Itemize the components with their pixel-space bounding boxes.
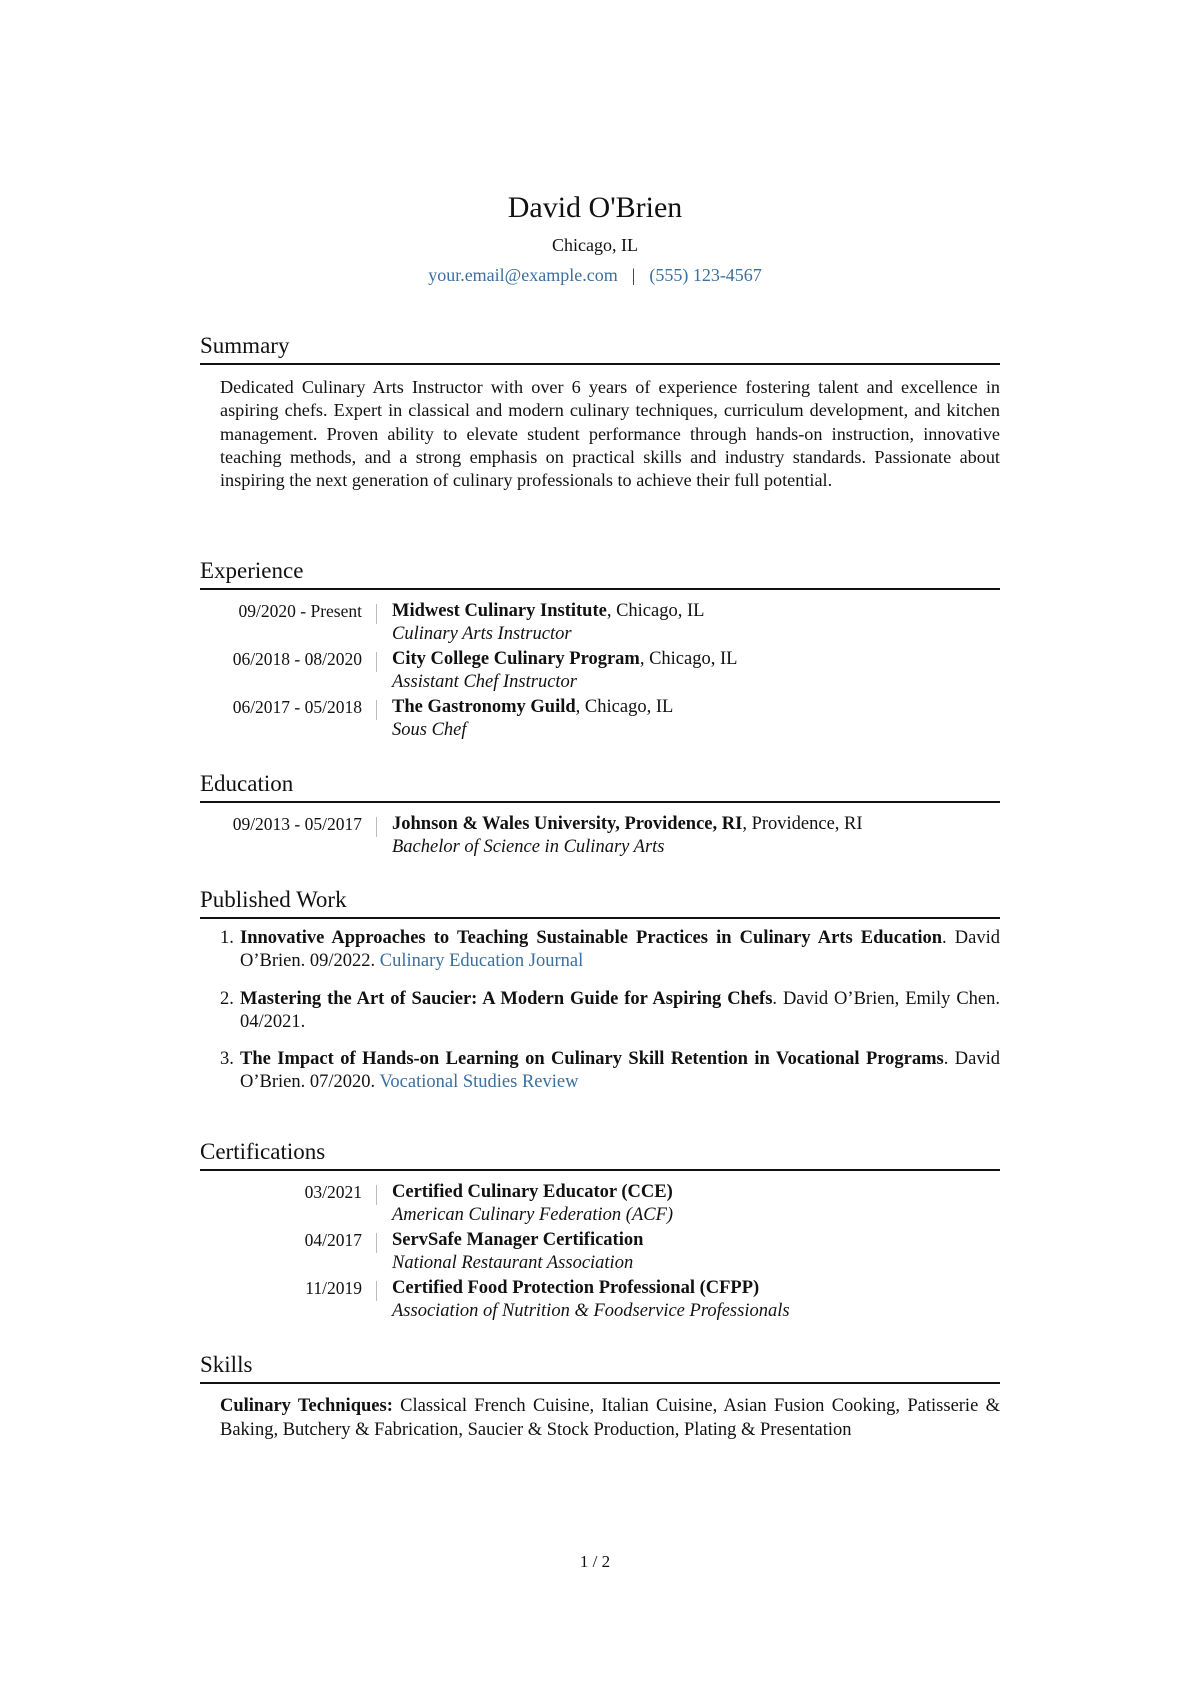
publication-venue-link[interactable]: Culinary Education Journal [379, 951, 584, 972]
publication-number: 2. [220, 988, 234, 1009]
contact-separator: | [631, 265, 636, 285]
candidate-name: David O'Brien [507, 191, 683, 224]
entry-date: 09/2013 - 05/2017 [232, 814, 362, 834]
entry-date: 04/2017 [304, 1230, 362, 1250]
publication-details: . David O’Brien. 09/2022. [240, 928, 1000, 972]
publication-number: 3. [220, 1049, 234, 1070]
entry-date: 06/2018 - 08/2020 [232, 649, 362, 669]
education-entry [200, 813, 1000, 861]
section-title-experience: Experience [200, 556, 1000, 590]
section-title-education: Education [200, 769, 1000, 803]
section-title-summary: Summary [200, 331, 1000, 365]
entry-role: Culinary Arts Instructor [392, 624, 572, 644]
publication-text [240, 927, 1000, 974]
entry-location: , Providence, RI [742, 814, 863, 834]
entry-body [377, 1277, 790, 1325]
summary-section [200, 331, 1000, 492]
entry-body [377, 696, 673, 744]
certification-issuer: Association of Nutrition & Foodservice Professionals [392, 1301, 790, 1321]
entry-organization: Midwest Culinary Institute [392, 601, 607, 621]
resume-header [0, 188, 1190, 288]
experience-entry [200, 648, 1000, 696]
entry-organization: City College Culinary Program [392, 649, 640, 669]
skills-list: Classical French Cuisine, Italian Cuisine, Asian Fusion Cooking, Patisserie & Baking, Butchery & Fabrication, Saucier & Stock Production, Plating & Presentation [220, 1396, 1001, 1440]
entry-role: Sous Chef [392, 720, 467, 740]
certification-name: Certified Food Protection Professional (CFPP) [392, 1278, 760, 1298]
entry-role: Assistant Chef Instructor [392, 672, 578, 692]
email-link[interactable]: your.email@example.com [428, 265, 618, 285]
experience-entry [200, 600, 1000, 648]
entry-date: 09/2020 - Present [238, 601, 362, 621]
certification-issuer: American Culinary Federation (ACF) [392, 1205, 674, 1225]
skills-section [200, 1350, 1000, 1442]
certification-issuer: National Restaurant Association [392, 1253, 634, 1273]
publication-list [220, 927, 1000, 1095]
publication-title: Mastering the Art of Saucier: A Modern Guide for Aspiring Chefs [240, 988, 773, 1009]
publication-text [240, 1048, 1000, 1095]
entry-organization: The Gastronomy Guild [392, 697, 576, 717]
phone-link[interactable]: (555) 123-4567 [649, 265, 762, 285]
publication-details: . David O’Brien, Emily Chen. 04/2021. [240, 988, 1000, 1032]
published-work-section [200, 885, 1000, 1109]
summary-text: Dedicated Culinary Arts Instructor with over 6 years of experience fostering talent and excellence in aspiring chefs. Expert in classical and modern culinary techniques, curriculum development, and kitchen management. Proven ability to elevate student performance through hands-on instruction, innovative teaching methods, and a strong emphasis on practical skills and industry standards. Passionate about inspiring the next generation of culinary professionals to achieve their full potential. [220, 377, 1000, 491]
entry-body [377, 600, 704, 648]
entry-date: 03/2021 [304, 1182, 362, 1202]
candidate-location: Chicago, IL [552, 235, 638, 255]
certification-list [200, 1181, 1000, 1325]
entry-location: , Chicago, IL [606, 601, 705, 621]
experience-section [200, 556, 1000, 744]
contact-line [0, 262, 1190, 288]
publication-venue-link[interactable]: Vocational Studies Review [379, 1072, 579, 1093]
section-title-published-work: Published Work [200, 885, 1000, 919]
publication-item [220, 1048, 1000, 1095]
entry-body [377, 1229, 643, 1277]
entry-body [377, 648, 737, 696]
experience-list [200, 600, 1000, 744]
certifications-section [200, 1137, 1000, 1325]
entry-body [377, 813, 863, 861]
entry-location: , Chicago, IL [575, 697, 674, 717]
entry-degree: Bachelor of Science in Culinary Arts [392, 837, 665, 857]
page-number: 1 / 2 [579, 1552, 611, 1571]
entry-organization: Johnson & Wales University, Providence, RI [392, 814, 743, 834]
publication-title: The Impact of Hands-on Learning on Culinary Skill Retention in Vocational Programs [240, 1049, 944, 1070]
certification-entry [200, 1229, 1000, 1277]
publication-text [240, 988, 1000, 1035]
publication-number: 1. [220, 928, 234, 948]
section-title-skills: Skills [200, 1350, 1000, 1384]
entry-location: , Chicago, IL [639, 649, 738, 669]
certification-entry [200, 1277, 1000, 1325]
publication-item [220, 927, 1000, 974]
publication-title: Innovative Approaches to Teaching Sustainable Practices in Culinary Arts Education [240, 928, 943, 948]
entry-body [377, 1181, 673, 1229]
publication-item [220, 988, 1000, 1035]
entry-date: 06/2017 - 05/2018 [232, 697, 362, 717]
certification-entry [200, 1181, 1000, 1229]
certification-name: ServSafe Manager Certification [392, 1230, 644, 1250]
skills-text [220, 1395, 1000, 1442]
education-list [200, 813, 1000, 861]
experience-entry [200, 696, 1000, 744]
entry-date: 11/2019 [305, 1278, 362, 1298]
education-section [200, 769, 1000, 861]
publication-details: . David O’Brien. 07/2020. [240, 1049, 1000, 1093]
skills-category: Culinary Techniques: [220, 1396, 393, 1416]
section-title-certifications: Certifications [200, 1137, 1000, 1171]
certification-name: Certified Culinary Educator (CCE) [392, 1182, 673, 1202]
